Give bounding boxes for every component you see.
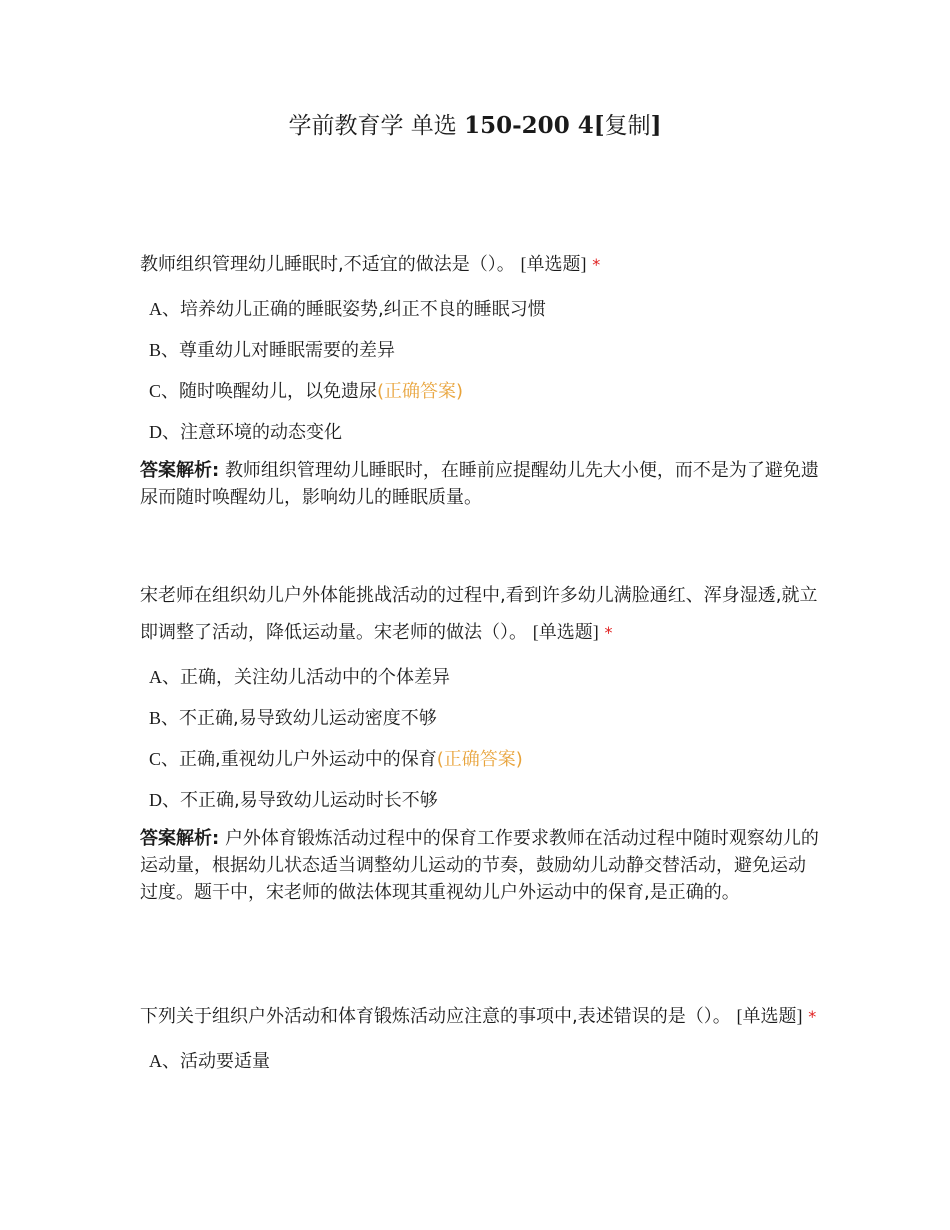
option-b (140, 698, 820, 739)
question-stem-text: 下列关于组织户外活动和体育锻炼活动应注意的事项中,表述错误的是（）。 (140, 1006, 731, 1027)
option-text: 正确，关注幼儿活动中的个体差异 (180, 667, 450, 688)
option-letter: D、 (149, 790, 180, 810)
option-text: 不正确,易导致幼儿运动时长不够 (180, 790, 438, 811)
option-letter: B、 (149, 708, 180, 728)
option-letter: C、 (149, 749, 180, 769)
option-text: 正确,重视幼儿户外运动中的保育 (179, 749, 437, 770)
question-stem (140, 246, 820, 283)
answer-analysis (140, 825, 820, 906)
option-a (140, 657, 820, 698)
title-prefix: 学前教育学 单选 (288, 113, 465, 139)
question-type: [单选题] (532, 622, 599, 642)
question-stem-text: 宋老师在组织幼儿户外体能挑战活动的过程中,看到许多幼儿满脸通红、浑身湿透,就立即调整了活动，降低运动量。宋老师的做法（）。 (140, 585, 818, 643)
option-d (140, 412, 820, 453)
question-3 (140, 998, 820, 1082)
option-letter: A、 (149, 667, 180, 687)
title-number: 150-200 4[ (464, 112, 605, 139)
question-stem (140, 578, 820, 651)
correct-answer-tag: (正确答案) (377, 381, 464, 402)
question-type: [单选题] (736, 1006, 803, 1026)
option-text: 不正确,易导致幼儿运动密度不够 (179, 708, 437, 729)
option-b (140, 330, 820, 371)
required-mark: * (604, 623, 613, 642)
option-a (140, 1041, 820, 1082)
option-letter: B、 (149, 340, 180, 360)
option-c (140, 371, 820, 412)
correct-answer-tag: (正确答案) (436, 749, 523, 770)
option-d (140, 780, 820, 821)
analysis-text: 教师组织管理幼儿睡眠时，在睡前应提醒幼儿先大小便，而不是为了避免遗尿而随时唤醒幼儿，影响幼儿的睡眠质量。 (140, 460, 819, 508)
option-a (140, 289, 820, 330)
title-end: ] (650, 112, 662, 139)
question-1 (140, 246, 820, 511)
required-mark: * (592, 255, 601, 274)
title-suffix: 复制 (604, 113, 651, 139)
document-title (0, 110, 950, 142)
option-letter: A、 (149, 1051, 180, 1071)
option-text: 随时唤醒幼儿，以免遗尿 (179, 381, 378, 402)
question-stem (140, 998, 820, 1035)
option-c (140, 739, 820, 780)
option-text: 培养幼儿正确的睡眠姿势,纠正不良的睡眠习惯 (180, 299, 546, 320)
option-letter: D、 (149, 422, 180, 442)
option-list (140, 289, 820, 453)
option-letter: C、 (149, 381, 180, 401)
question-2 (140, 578, 820, 906)
question-stem-text: 教师组织管理幼儿睡眠时,不适宜的做法是（）。 (140, 254, 515, 275)
option-text: 尊重幼儿对睡眠需要的差异 (179, 340, 396, 361)
option-list (140, 1041, 820, 1082)
analysis-label: 答案解析: (140, 460, 220, 481)
analysis-label: 答案解析: (140, 828, 220, 849)
required-mark: * (808, 1007, 817, 1026)
option-letter: A、 (149, 299, 180, 319)
analysis-text: 户外体育锻炼活动过程中的保育工作要求教师在活动过程中随时观察幼儿的运动量，根据幼儿状态适当调整幼儿运动的节奏，鼓励幼儿动静交替活动，避免运动过度。题干中，宋老师的做法体现其重视幼儿户外运动中的保育,是正确的。 (140, 828, 819, 903)
question-type: [单选题] (520, 254, 587, 274)
answer-analysis (140, 457, 820, 511)
option-text: 活动要适量 (180, 1051, 270, 1072)
option-list (140, 657, 820, 821)
option-text: 注意环境的动态变化 (180, 422, 342, 443)
